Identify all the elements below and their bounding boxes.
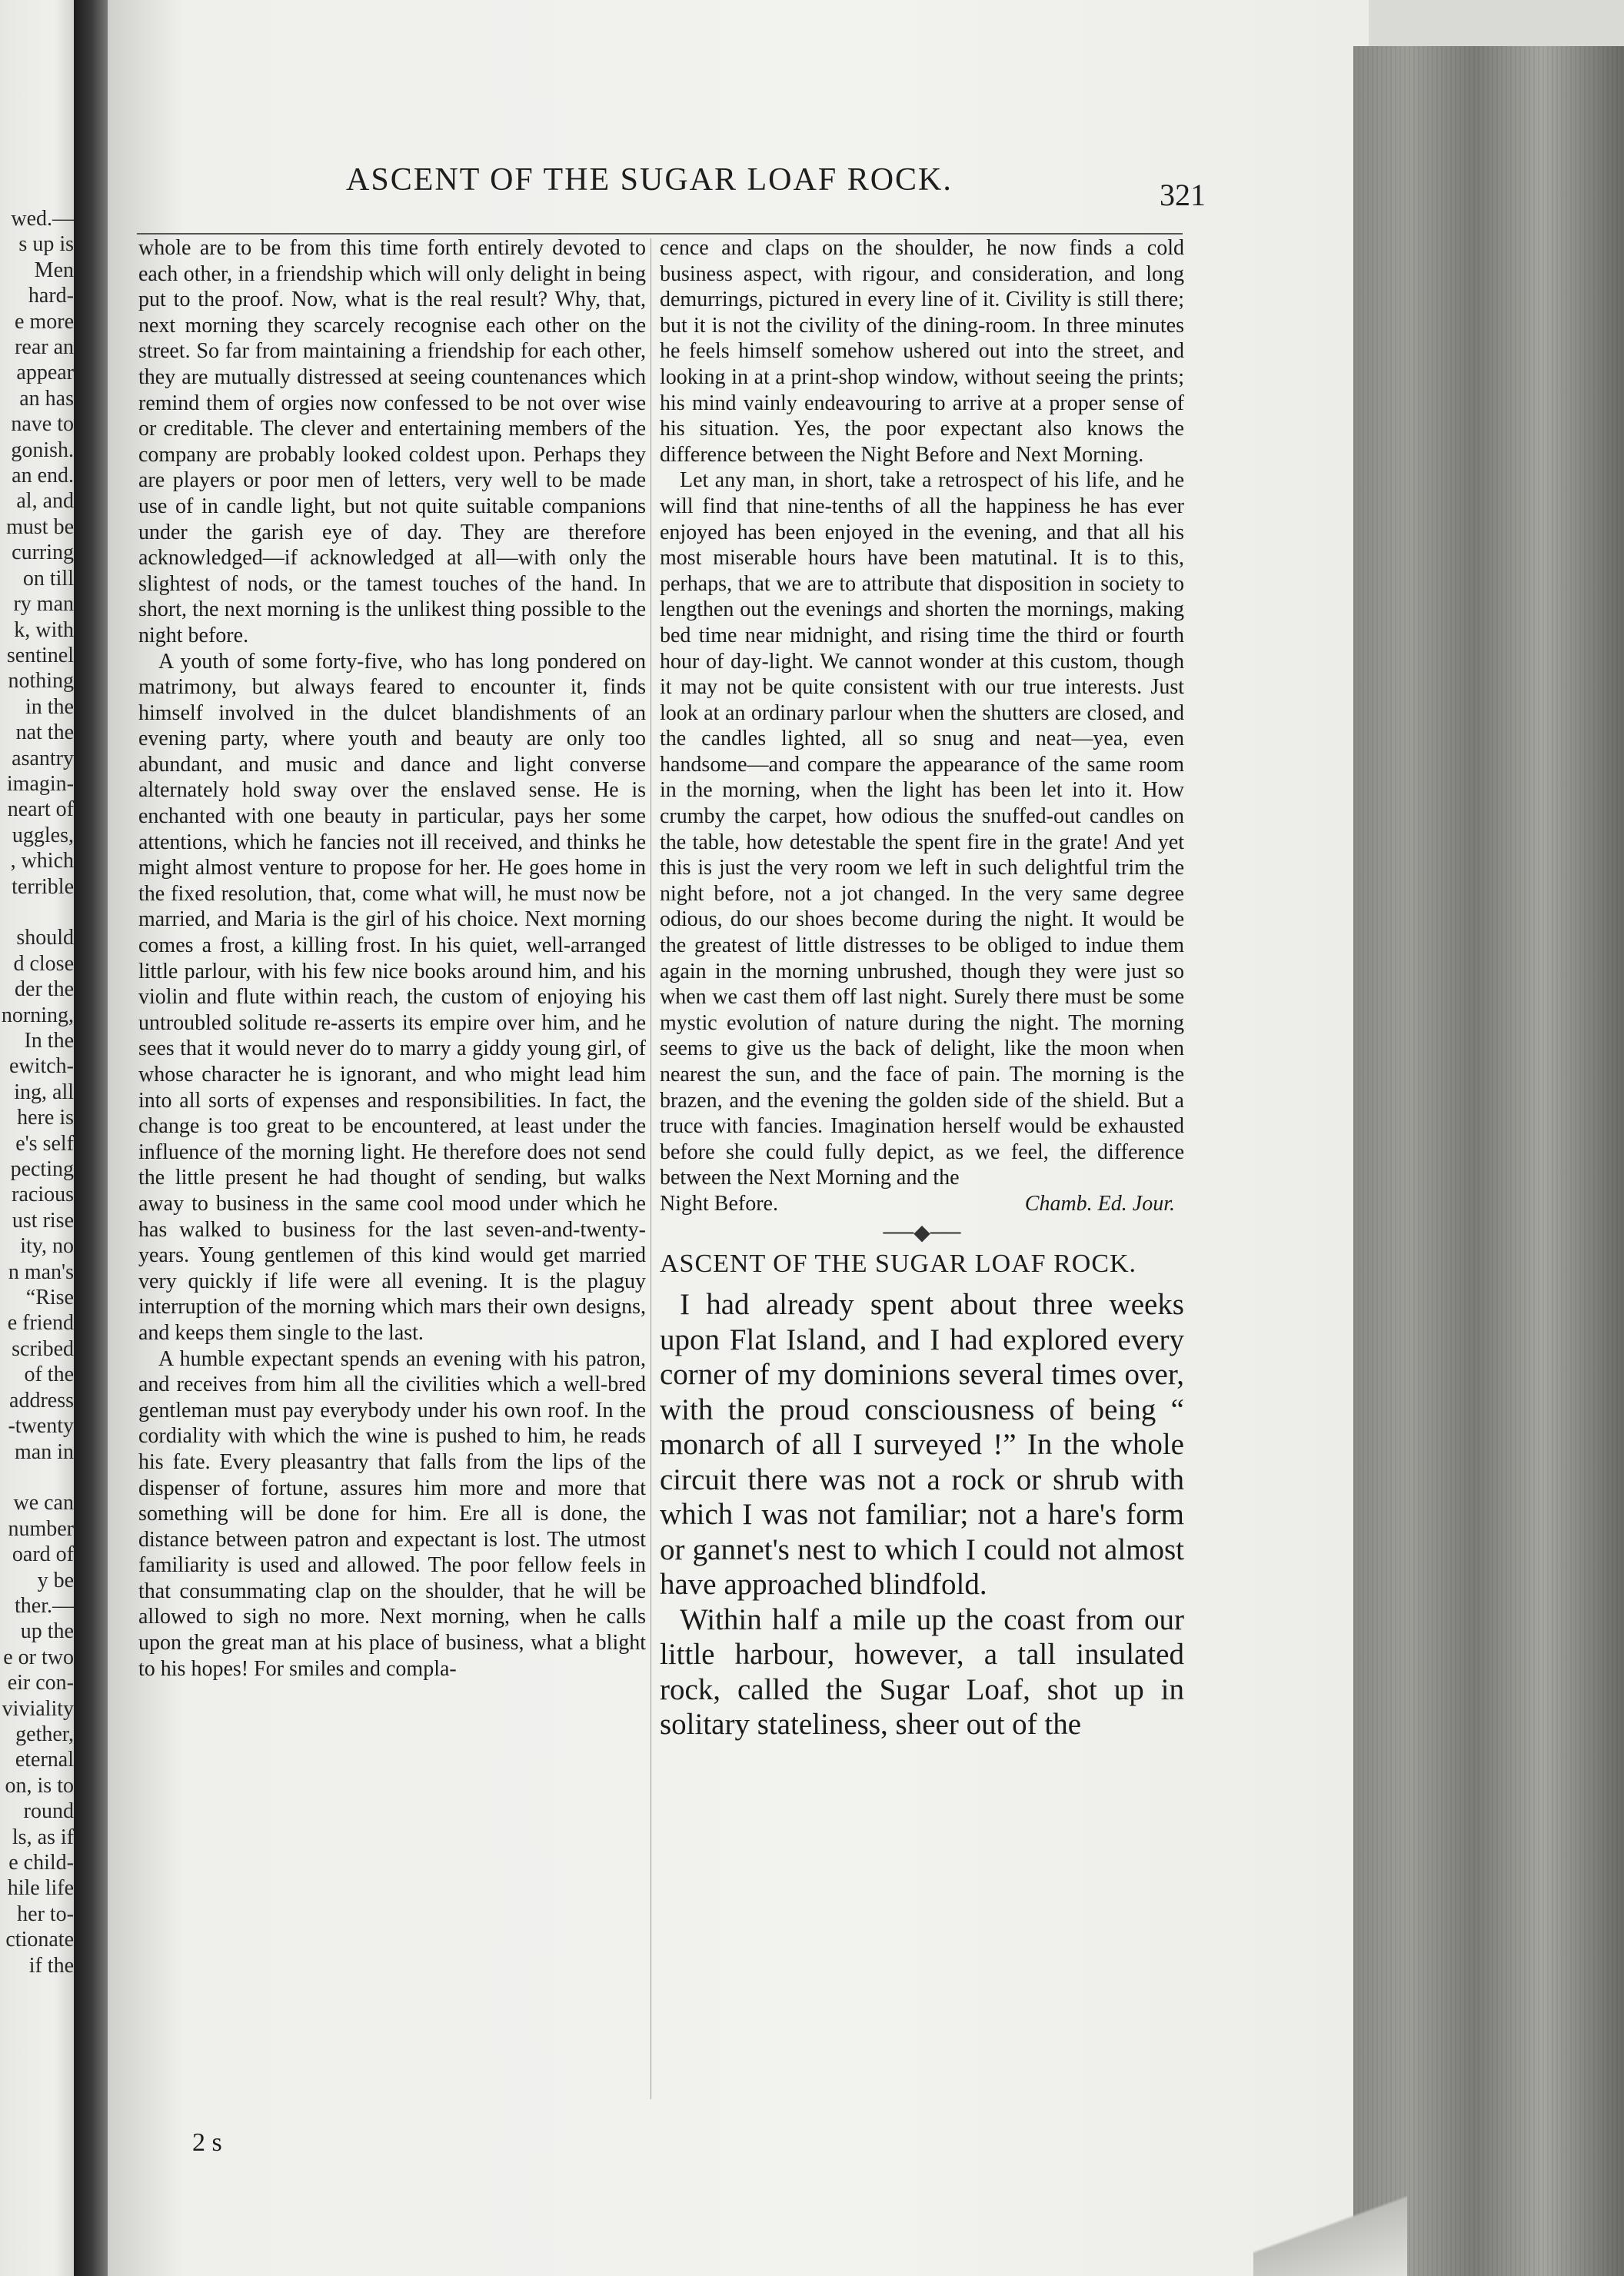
previous-page-fragment — [0, 900, 74, 925]
previous-page-fragment: n man's — [8, 1259, 74, 1284]
previous-page-fragment: racious — [12, 1183, 74, 1207]
previous-page-fragment — [0, 1465, 74, 1490]
page-number: 321 — [1160, 178, 1206, 212]
previous-page-fragment: wed.— — [11, 207, 74, 231]
previous-page-fragment: der the — [15, 977, 74, 1002]
running-head: ASCENT OF THE SUGAR LOAF ROCK. — [346, 162, 953, 198]
previous-page-fragment: oard of — [12, 1542, 74, 1567]
previous-page-fragment: address — [9, 1388, 74, 1413]
page-header — [108, 154, 1369, 212]
previous-page-fragment: ewitch- — [9, 1054, 74, 1079]
previous-page-fragment: neart of — [7, 797, 74, 822]
previous-page-fragment: gether, — [15, 1722, 74, 1746]
previous-page-fragment: gonish. — [11, 438, 74, 462]
previous-page-fragment: ity, no — [20, 1234, 74, 1259]
previous-page-fragment: an has — [19, 386, 74, 411]
previous-page-fragment: norning, — [1, 1003, 74, 1027]
previous-page-fragment: nat the — [15, 720, 74, 745]
previous-page-fragment: here is — [17, 1106, 74, 1130]
previous-page-fragment: up the — [20, 1619, 74, 1644]
previous-page-fragment: ry man — [13, 592, 74, 617]
header-rule — [137, 233, 1183, 235]
section-paragraph: I had already spent about three weeks upon Flat Island, and I had explored every corner of my dominions several times over, with the proud consciousness of being “ monarch of all I surveyed !” In the whole circuit there was not a rock or shrub with which I was not familiar; not a hare's form or gannet's nest to which I could not almost have approached blindfold. — [660, 1288, 1184, 1602]
body-paragraph: cence and claps on the shoulder, he now finds a cold business aspect, with rigour, and consideration, and long demurrings, pictured in every line of it. Civility is still there; but it is not the civility of the dining-room. In three minutes he feels himself somehow ushered out into the street, and looking in at a print-shop window, without seeing the prints; his mind vainly endeavouring to arrive at a proper sense of his situation. Yes, the poor expectant also knows the difference between the Night Before and Next Morning. — [660, 236, 1184, 467]
previous-page-fragment: eternal — [15, 1748, 74, 1772]
previous-page-fragment: al, and — [16, 489, 74, 514]
body-paragraph: whole are to be from this time forth entirely devoted to each other, in a friendship which will only delight in being put to the proof. Now, what is the real result? Why, that, next morning they scarcely recognise each other on the street. So far from maintaining a friendship for each other, they are mutually distressed at seeing countenances which remind them of orgies now confessed to be not over wise or creditable. The clever and entertaining members of the company are probably looked coldest upon. Perhaps they are players or poor men of letters, very well to be made use of in candle light, but not quite suitable companions under the garish eye of day. They are therefore acknowledged—if acknowledged at all—with only the slightest of nods, or the tamest touches of the hand. In short, the next morning is the unlikest thing possible to the night before. — [138, 236, 646, 647]
previous-page-fragment: nave to — [11, 412, 74, 437]
previous-page-fragment: y be — [37, 1568, 74, 1592]
book-page — [108, 0, 1369, 2276]
previous-page-fragment: e friend — [7, 1311, 74, 1336]
previous-page-fragment: k, with — [14, 617, 74, 642]
previous-page-fragment: eir con- — [7, 1671, 74, 1695]
body-paragraph: A humble expectant spends an evening with his patron, and receives from him all the civilities which a well-bred gentleman must pay everybody under his own roof. In the cordiality with which the wine is pushed to him, he reads his fate. Every pleasantry that falls from the lips of the dispenser of fortune, assures him more and more that something will be done for him. Ere all is done, the distance between patron and expectant is lost. The utmost familiarity is used and allowed. The poor fellow feels in that consummating clap on the shoulder, that he will be allowed to sigh no more. Next morning, when he calls upon the great man at his place of business, what a blight to his hopes! For smiles and compla- — [138, 1346, 646, 1681]
previous-page-fragment: asantry — [12, 746, 74, 770]
book-fore-edge — [1353, 46, 1624, 2276]
section-paragraph: Within half a mile up the coast from our little harbour, however, a tall insulated rock, called the Sugar Loaf, shot up in solitary stateliness, sheer out of the — [660, 1602, 1184, 1742]
previous-page-fragment: must be — [6, 514, 74, 539]
previous-page-fragment: Men — [34, 258, 74, 282]
previous-page-fragment: scribed — [12, 1336, 74, 1361]
previous-page-fragment: if the — [28, 1953, 74, 1978]
signoff-text: Night Before. — [660, 1191, 778, 1216]
previous-page-fragment: hile life — [7, 1876, 74, 1901]
previous-page-fragment: imagin- — [6, 771, 74, 796]
previous-page-fragment: in the — [25, 694, 74, 719]
previous-page-fragment: -twenty — [8, 1414, 74, 1439]
previous-page-fragment: nothing — [8, 669, 74, 694]
previous-page-fragment: appear — [16, 361, 74, 385]
right-column — [660, 235, 1184, 1742]
page-corner-fold — [1253, 2176, 1407, 2276]
previous-page-fragment: we can — [13, 1491, 74, 1516]
previous-page-fragment: , which — [10, 849, 74, 873]
previous-page-fragment: pecting — [10, 1157, 74, 1182]
previous-page-fragment: e more — [15, 309, 74, 334]
previous-page-fragment: “Rise — [25, 1286, 74, 1310]
previous-page-fragment: e or two — [3, 1645, 74, 1669]
previous-page-fragment: of the — [24, 1363, 74, 1387]
previous-page-fragment: should — [16, 926, 74, 950]
previous-page-fragment: ust rise — [12, 1208, 74, 1233]
source-citation: Chamb. Ed. Jour. — [1024, 1191, 1175, 1216]
previous-page-fragment: viviality — [2, 1696, 74, 1721]
section-title: ASCENT OF THE SUGAR LOAF ROCK. — [660, 1249, 1137, 1278]
previous-page-fragment: d close — [13, 951, 74, 976]
signature-mark: 2 s — [192, 2128, 222, 2157]
article-signoff — [660, 1191, 1184, 1217]
previous-page-fragment: ing, all — [14, 1080, 74, 1104]
previous-page-strip — [0, 0, 77, 2276]
previous-page-fragment: ctionate — [5, 1928, 74, 1952]
previous-page-fragment: terrible — [12, 874, 74, 899]
previous-page-fragment: curring — [12, 541, 74, 565]
previous-page-fragment: on, is to — [5, 1773, 74, 1798]
previous-page-fragment: rear an — [15, 335, 74, 360]
previous-page-fragment: e child- — [8, 1851, 74, 1875]
body-paragraph: A youth of some forty-five, who has long pondered on matrimony, but always feared to encounter it, finds himself involved in the dulcet blandishments of an evening party, where youth and beauty are only too abundant, and music and dance and light converse alternately hold sway over the enslaved sense. He is enchanted with one beauty in particular, pays her some attentions, which he fancies not ill received, and thinks he might almost venture to propose for her. He goes home in the fixed resolution, that, come what will, he must now be married, and Maria is the girl of his choice. Next morning comes a frost, a killing frost. In his quiet, well-arranged little parlour, with his few nice books around him, and his violin and flute within reach, the custom of enjoying his untroubled solitude re-asserts its empire over him, and he sees that it would never do to marry a giddy young girl, of whose character he is ignorant, and who might lead him into all sorts of expenses and responsibilities. In fact, the change is too great to be encountered, at least under the influence of the morning light. He therefore does not send the little present he had thought of sending, but walks away to business in the same cool mood under which he has walked to business for the last seven-and-twenty-years. Young gentlemen of this kind would get married very quickly if life were all evening. It is the plaguy interruption of the morning which mars their own designs, and keeps them single to the last. — [138, 649, 646, 1345]
previous-page-fragment: her to- — [17, 1902, 74, 1926]
body-paragraph: Let any man, in short, take a retrospect of his life, and he will find that nine-tenths of all the happiness he has ever enjoyed has been enjoyed in the evening, and that all his most miserable hours have been matutinal. It is to this, perhaps, that we are to attribute that disposition in society to lengthen out the evenings and shorten the mornings, making bed time near midnight, and rising time the third or fourth hour of day-light. We cannot wonder at this custom, though it may not be quite consistent with our true interests. Just look at an ordinary parlour when the shutters are closed, and the candles lighted, all so snug and neat—yea, even handsome—and compare the appearance of the same room in the morning, when the light has been let into it. How crumby the carpet, how odious the snuffed-out candles on the table, how detestable the spent fire in the grate! And yet this is just the very room we left in such delightful trim the night before, not a jot changed. In the very same degree odious, do our shoes become during the night. It would be the greatest of little distresses to be obliged to indue them again in the morning unbrushed, though they were just so when we cast them off last night. Surely there must be some mystic evolution of nature during the night. The morning seems to give us the back of delight, like the moon when nearest the sun, and the face of pain. The morning is the brazen, and the evening the golden side of the shield. But a truce with fancies. Imagination herself would be exhausted before she could fully depict, as we feel, the difference between the Next Morning and the — [660, 468, 1184, 1190]
previous-page-fragment: ls, as if — [12, 1825, 74, 1849]
previous-page-fragment: an end. — [12, 464, 74, 488]
previous-page-fragment: number — [8, 1516, 74, 1541]
previous-page-fragment: ther.— — [15, 1593, 74, 1618]
previous-page-fragment: uggles, — [12, 823, 74, 847]
previous-page-fragment: sentinel — [6, 643, 74, 667]
previous-page-fragment: round — [23, 1799, 74, 1824]
previous-page-fragment: hard- — [28, 284, 74, 308]
previous-page-fragments — [0, 206, 74, 1978]
previous-page-fragment: In the — [24, 1029, 74, 1053]
previous-page-fragment: s up is — [18, 232, 74, 257]
previous-page-fragment: e's self — [15, 1131, 74, 1156]
previous-page-fragment: man in — [15, 1439, 74, 1464]
previous-page-fragment: on till — [22, 566, 74, 591]
left-column — [138, 235, 646, 1682]
section-ornament: ──◆── — [883, 1220, 961, 1245]
